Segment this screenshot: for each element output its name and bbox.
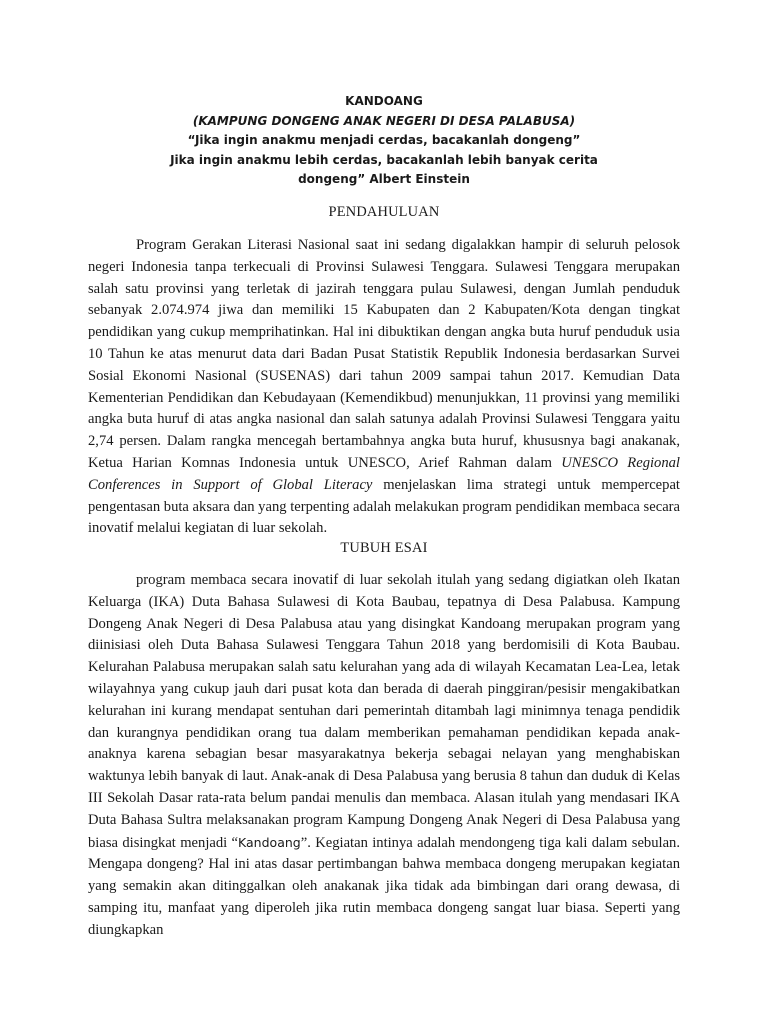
quote-line-2: Jika ingin anakmu lebih cerdas, bacakanlah lebih banyak cerita	[170, 152, 598, 167]
body-paragraph	[88, 570, 680, 942]
document-header	[0, 92, 768, 190]
body-text-kandoang: Kandoang	[238, 834, 301, 850]
body-text-part-1: program membaca secara inovatif di luar sekolah itulah yang sedang digiatkan oleh Ikatan Keluarga (IKA) Duta Bahasa Sulawesi di Kota Baubau, tepatnya di Desa Palabusa. Kampung Dongeng Anak Negeri di Desa Palabusa atau yang disingkat Kandoang merupakan program yang diinisiasi oleh Duta Bahasa Sulawesi Tenggara Tahun 2018 yang berdomisili di Kota Baubau. Kelurahan Palabusa merupakan salah satu kelurahan yang ada di wilayah Kecamatan Lea-Lea, letak wilayahnya yang cukup jauh dari pusat kota dan berada di daerah pinggiran/pesisir mengakibatkan kelurahan ini kurang mendapat sentuhan dari pemerintah ditambah lagi minimnya tenaga pendidik dan kurangnya pendidikan orang tua dalam memberikan pemahaman pendidikan kepada anak-anaknya karena sebagian besar masyarakatnya bekerja sebagai nelayan yang menghabiskan waktunya lebih banyak di laut. Anak-anak di Desa Palabusa yang berusia 8 tahun dan duduk di Kelas III Sekolah Dasar rata-rata belum pandai menulis dan membaca. Alasan itulah yang mendasari IKA Duta Bahasa Sultra melaksanakan program Kampung Dongeng Anak Negeri di Desa Palabusa yang biasa disingkat menjadi “	[88, 572, 680, 851]
intro-text-italic: UNESCO Regional Conferences in Support of Global Literacy	[88, 454, 680, 493]
intro-text-part-2: menjelaskan lima strategi untuk mempercepat pengentasan buta aksara dan yang terpenting adalah melakukan program pendidikan membaca secara inovatif melalui kegiatan di luar sekolah.	[88, 476, 681, 537]
intro-text-part-1: Program Gerakan Literasi Nasional saat ini sedang digalakkan hampir di seluruh pelosok negeri Indonesia tanpa terkecuali di Provinsi Sulawesi Tenggara. Sulawesi Tenggara merupakan salah satu provinsi yang terletak di jazirah tenggara pulau Sulawesi, dengan Jumlah penduduk sebanyak 2.074.974 jiwa dan memiliki 15 Kabupaten dan 2 Kabupaten/Kota dengan tingkat pendidikan yang cukup memprihatinkan. Hal ini dibuktikan dengan angka buta huruf penduduk usia 10 Tahun ke atas menurut data dari Badan Pusat Statistik Republik Indonesia berdasarkan Survei Sosial Ekonomi Nasional (SUSENAS) dari tahun 2009 sampai tahun 2017. Kemudian Data Kementerian Pendidikan dan Kebudayaan (Kemendikbud) menunjukkan, 11 provinsi yang memiliki angka buta huruf di atas angka nasional dan salah satunya adalah Provinsi Sulawesi Tenggara yaitu 2,74 persen. Dalam rangka mencegah bertambahnya angka buta huruf, khususnya bagi anakanak, Ketua Harian Komnas Indonesia untuk UNESCO, Arief Rahman dalam	[88, 237, 680, 471]
body-heading: TUBUH ESAI	[340, 540, 428, 556]
body-text-part-2: ”. Kegiatan intinya adalah mendongeng tiga kali dalam sebulan. Mengapa dongeng? Hal ini atas dasar pertimbangan bahwa membaca dongeng merupakan kegiatan yang semakin akan ditinggalkan oleh anakanak jika tidak ada bimbingan dari orang dewasa, di samping itu, manfaat yang diperoleh jika rutin membaca dongeng sangat luar biasa. Seperti yang diungkapkan	[88, 834, 680, 938]
document-subtitle: (KAMPUNG DONGENG ANAK NEGERI DI DESA PALABUSA)	[192, 113, 576, 128]
quote-line-1: “Jika ingin anakmu menjadi cerdas, bacakanlah dongeng”	[187, 133, 581, 147]
quote-line-3: dongeng” Albert Einstein	[298, 172, 470, 186]
intro-heading: PENDAHULUAN	[328, 204, 440, 220]
intro-paragraph	[88, 235, 680, 540]
document-title: KANDOANG	[345, 94, 423, 108]
